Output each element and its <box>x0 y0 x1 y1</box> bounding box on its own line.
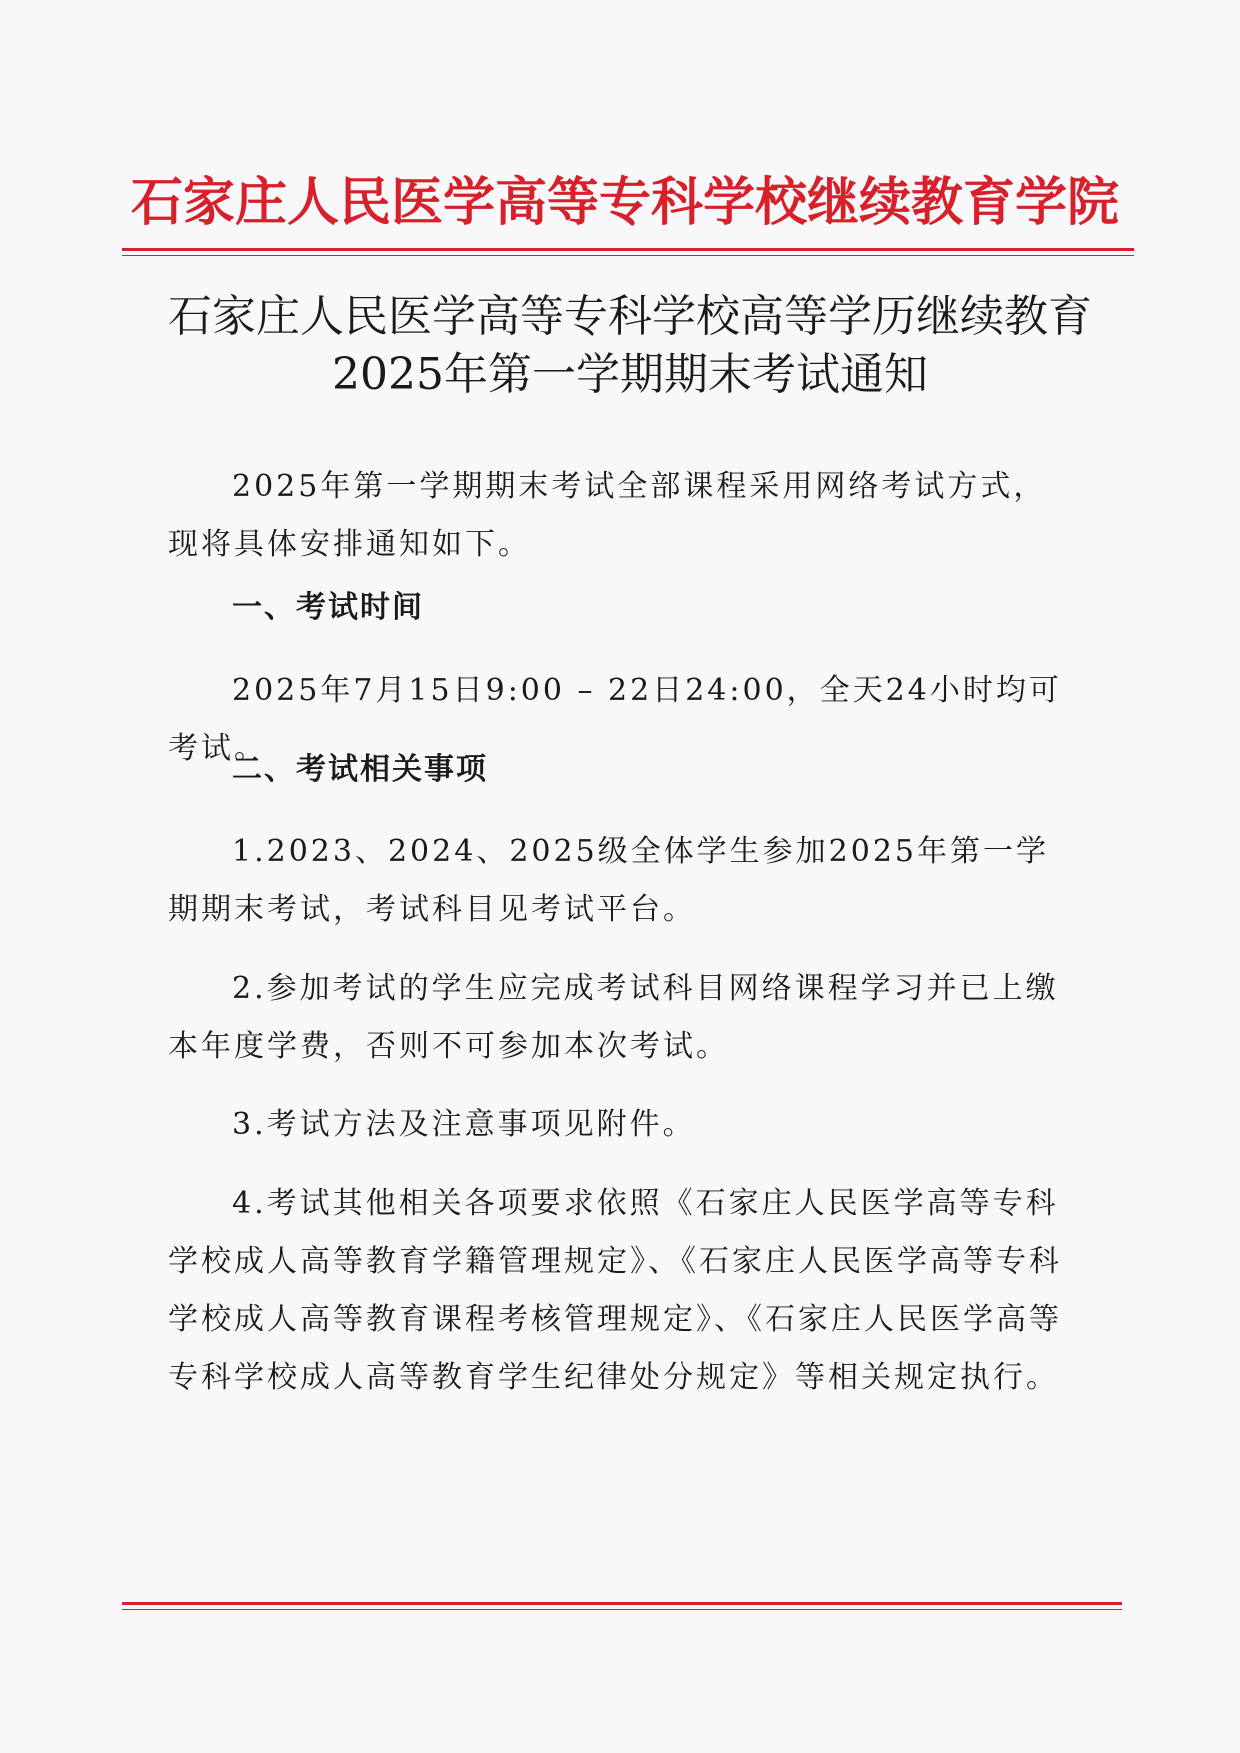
footer-rule-thin <box>122 1609 1122 1610</box>
list-item: 4.考试其他相关各项要求依照《石家庄人民医学高等专科学校成人高等教育学籍管理规定》、《石家庄人民医学高等专科学校成人高等教育课程考核管理规定》、《石家庄人民医学高等专科学校成人高等教育学生纪律处分规定》等相关规定执行。 <box>168 1186 1062 1395</box>
title-line-2: 2025年第一学期期末考试通知 <box>332 349 928 400</box>
list-item: 2.参加考试的学生应完成考试科目网络课程学习并已上缴本年度学费，否则不可参加本次考试。 <box>168 971 1059 1064</box>
exam-time-paragraph: 2025年7月15日9:00 – 22日24:00，全天24小时均可考试。 <box>168 673 1062 766</box>
title-line-1: 石家庄人民医学高等专科学校高等学历继续教育 <box>168 291 1092 342</box>
letterhead-org-name: 石家庄人民医学高等专科学校继续教育学院 <box>130 172 1119 233</box>
letterhead-rule-thin <box>122 255 1134 256</box>
letterhead-rule-thick <box>122 248 1134 251</box>
intro-paragraph: 2025年第一学期期末考试全部课程采用网络考试方式，现将具体安排通知如下。 <box>168 469 1047 562</box>
list-item: 3.考试方法及注意事项见附件。 <box>232 1107 696 1142</box>
section-heading-exam-time: 一、考试时间 <box>232 590 424 625</box>
document-title <box>150 288 1110 404</box>
footer-rule-thick <box>122 1602 1122 1605</box>
list-item: 1.2023、2024、2025级全体学生参加2025年第一学期期末考试，考试科目见考试平台。 <box>168 834 1050 927</box>
section-heading-exam-matters: 二、考试相关事项 <box>232 752 488 787</box>
